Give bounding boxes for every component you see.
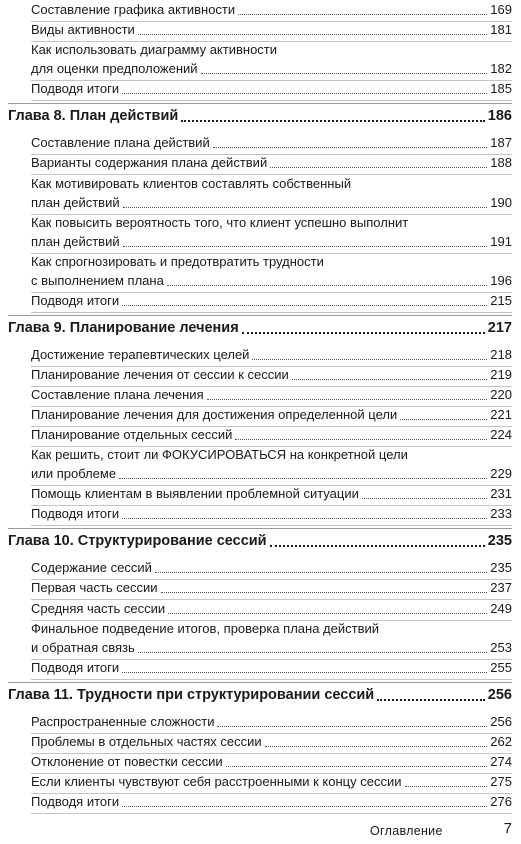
toc-entry	[31, 732, 512, 754]
dot-leader	[138, 638, 488, 653]
toc-chapter-heading	[8, 316, 512, 338]
chapter-page: 235	[487, 533, 512, 550]
toc-entry	[31, 599, 512, 621]
chapter-page: 256	[487, 686, 512, 703]
entry-title-continued: план действий	[31, 233, 120, 249]
toc-entry	[31, 213, 512, 254]
dot-leader	[377, 699, 485, 701]
dot-leader	[270, 153, 487, 168]
dot-leader	[238, 0, 487, 15]
entry-page: 235	[490, 560, 512, 576]
entry-page: 256	[490, 713, 512, 729]
dot-leader	[217, 712, 487, 727]
dot-leader	[405, 772, 488, 787]
toc-entry	[31, 0, 512, 22]
toc-entry	[31, 445, 512, 486]
entry-page: 224	[490, 427, 512, 442]
entry-title: Планирование отдельных сессий	[31, 427, 233, 442]
entry-page: 237	[490, 580, 512, 596]
entry-title: Подводя итоги	[31, 81, 120, 97]
toc-entry	[31, 712, 512, 734]
toc-entry	[31, 484, 512, 506]
chapter-title: Глава 11. Трудности при структурировании сессий	[8, 686, 375, 703]
dot-leader	[400, 405, 487, 420]
toc-entry	[31, 772, 512, 794]
entry-title: Распространенные сложности	[31, 713, 215, 729]
chapter-page: 186	[487, 108, 512, 125]
dot-leader	[270, 545, 485, 547]
entry-title-continued: и обратная связь	[31, 639, 135, 655]
entry-title: Подводя итоги	[31, 659, 120, 675]
dot-leader	[119, 464, 487, 479]
toc-chapter-heading	[8, 104, 512, 126]
toc-entry	[31, 153, 512, 175]
dot-leader	[207, 385, 488, 400]
entry-title-continued: или проблеме	[31, 466, 117, 482]
toc-entry	[31, 20, 512, 42]
entry-page: 219	[490, 366, 512, 382]
entry-page: 215	[490, 292, 512, 308]
dot-leader	[161, 578, 488, 593]
toc-chapter-heading	[8, 683, 512, 705]
entry-title: Достижение терапевтических целей	[31, 346, 250, 362]
toc-chapter-heading	[8, 529, 512, 551]
dot-leader	[168, 599, 487, 614]
toc-entry	[31, 792, 512, 814]
dot-leader	[235, 425, 487, 440]
entry-page: 196	[490, 272, 512, 288]
entry-title: Планирование лечения для достижения определенной цели	[31, 406, 398, 422]
dot-leader	[252, 345, 487, 360]
entry-page: 220	[490, 386, 512, 402]
dot-leader	[226, 752, 488, 767]
entry-page: 187	[490, 135, 512, 151]
entry-title: Помощь клиентам в выявлении проблемной ситуации	[31, 486, 359, 502]
entry-page: 249	[490, 600, 512, 616]
toc-entry	[31, 40, 512, 81]
entry-title: Отклонение от повестки сессии	[31, 753, 223, 769]
entry-page: 231	[490, 486, 512, 502]
dot-leader	[122, 291, 487, 306]
dot-leader	[292, 365, 488, 380]
entry-page: 185	[490, 81, 512, 97]
dot-leader	[122, 792, 487, 807]
toc-entry	[31, 252, 512, 293]
dot-leader	[242, 332, 485, 334]
toc-entry	[31, 425, 512, 447]
toc-entry	[31, 365, 512, 387]
entry-page: 276	[490, 794, 512, 810]
entry-page: 190	[490, 194, 512, 210]
entry-page: 221	[490, 406, 512, 422]
entry-title: Первая часть сессии	[31, 580, 158, 596]
dot-leader	[122, 79, 487, 94]
dot-leader	[123, 232, 488, 247]
toc-entry	[31, 558, 512, 580]
toc-entry	[31, 79, 512, 101]
dot-leader	[167, 271, 487, 286]
dot-leader	[123, 193, 488, 208]
entry-page: 181	[490, 22, 512, 38]
entry-title: Планирование лечения от сессии к сессии	[31, 366, 289, 382]
entry-title: Виды активности	[31, 22, 135, 38]
entry-title: Как использовать диаграмму активности	[31, 42, 278, 58]
toc-entry	[31, 174, 512, 215]
entry-page: 274	[490, 753, 512, 769]
entry-page: 169	[490, 2, 512, 17]
dot-leader	[122, 504, 487, 519]
entry-title: Составление графика активности	[31, 2, 236, 17]
entry-page: 253	[490, 639, 512, 655]
entry-title: Финальное подведение итогов, проверка плана действий	[31, 620, 380, 636]
toc-entry	[31, 291, 512, 313]
entry-page: 275	[490, 774, 512, 789]
entry-title: Подводя итоги	[31, 292, 120, 308]
entry-page: 233	[490, 506, 512, 522]
entry-title: Составление плана лечения	[31, 386, 204, 402]
entry-title: Средняя часть сессии	[31, 600, 166, 616]
dot-leader	[362, 484, 487, 499]
entry-page: 191	[490, 233, 512, 249]
dot-leader	[138, 20, 488, 35]
toc-entry	[31, 405, 512, 427]
dot-leader	[122, 658, 487, 673]
dot-leader	[213, 133, 488, 148]
entry-title: Проблемы в отдельных частях сессии	[31, 733, 262, 749]
entry-page: 255	[490, 659, 512, 675]
entry-title: Варианты содержания плана действий	[31, 155, 268, 171]
entry-page: 182	[490, 61, 512, 77]
entry-title: Как мотивировать клиентов составлять собственный	[31, 175, 352, 191]
toc-entry	[31, 345, 512, 367]
entry-title: Подводя итоги	[31, 506, 120, 522]
entry-page: 262	[490, 733, 512, 749]
entry-title-continued: план действий	[31, 194, 120, 210]
chapter-title: Глава 10. Структурирование сессий	[8, 533, 267, 550]
entry-title: Подводя итоги	[31, 794, 120, 810]
page-number: 7	[503, 820, 512, 837]
dot-leader	[201, 59, 488, 74]
entry-page: 229	[490, 466, 512, 482]
entry-page: 218	[490, 346, 512, 362]
entry-title: Как спрогнозировать и предотвратить трудности	[31, 253, 324, 269]
dot-leader	[265, 732, 488, 747]
entry-title-continued: для оценки предположений	[31, 61, 198, 77]
chapter-title: Глава 9. Планирование лечения	[8, 319, 239, 336]
entry-page: 188	[490, 155, 512, 171]
chapter-title: Глава 8. План действий	[8, 108, 179, 125]
toc-entry	[31, 385, 512, 407]
toc-entry	[31, 619, 512, 660]
entry-title: Как решить, стоит ли ФОКУСИРОВАТЬСЯ на конкретной цели	[31, 447, 408, 463]
toc-entry	[31, 578, 512, 600]
toc-entry	[31, 658, 512, 680]
dot-leader	[181, 120, 485, 122]
entry-title: Составление плана действий	[31, 135, 210, 151]
entry-title-continued: с выполнением плана	[31, 272, 164, 288]
running-footer-title: Оглавление	[370, 824, 443, 838]
entry-title: Если клиенты чувствуют себя расстроенными к концу сессии	[31, 774, 402, 789]
chapter-page: 217	[487, 319, 512, 336]
toc-entry	[31, 504, 512, 526]
toc-entry	[31, 752, 512, 774]
toc-entry	[31, 133, 512, 155]
dot-leader	[155, 558, 487, 573]
entry-title: Как повысить вероятность того, что клиент успешно выполнит	[31, 214, 409, 230]
entry-title: Содержание сессий	[31, 560, 152, 576]
